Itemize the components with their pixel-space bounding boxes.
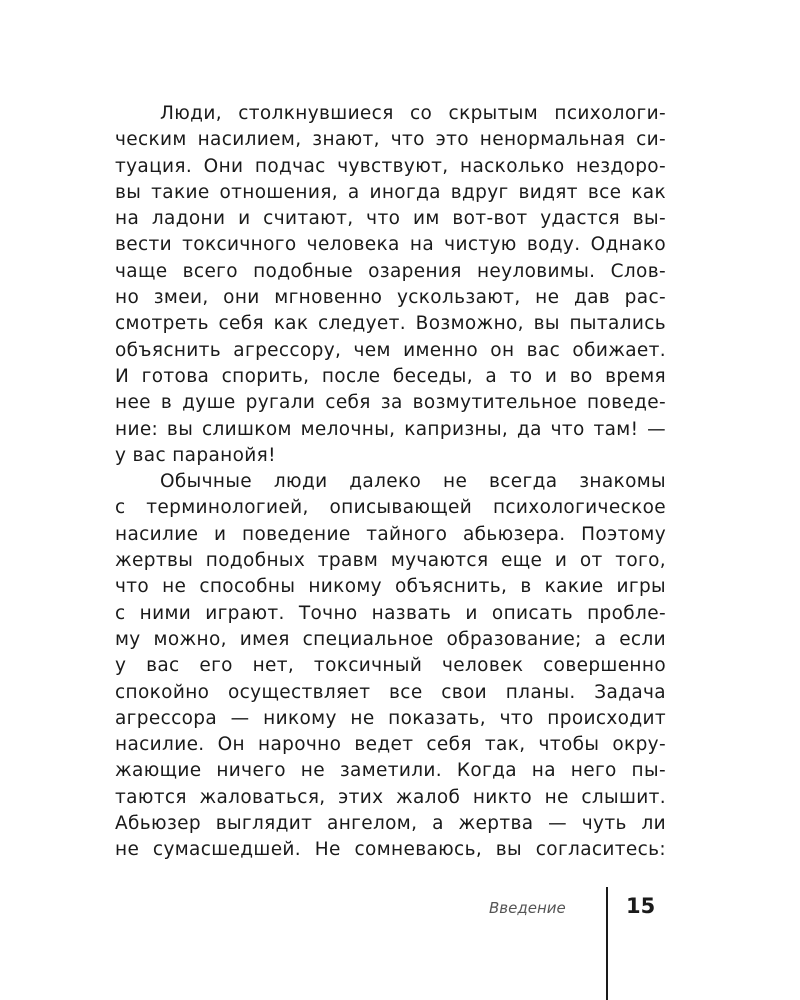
text-line: жертвы подобных травм мучаются еще и от того, <box>115 550 666 572</box>
paragraph <box>115 469 666 863</box>
text-line: И готова спорить, после беседы, а то и во время <box>115 365 666 387</box>
text-line: у вас его нет, токсичный человек совершенно <box>115 655 666 677</box>
text-line: не сумасшедшей. Не сомневаюсь, вы согласитесь: <box>115 839 666 861</box>
text-line: спокойно осуществляет все свои планы. Задача <box>115 681 666 703</box>
text-line: с ними играют. Точно назвать и описать пробле- <box>115 602 666 624</box>
footer-vertical-rule <box>606 887 608 1000</box>
text-line: Люди, столкнувшиеся со скрытым психологи- <box>160 103 666 124</box>
text-line: что не способны никому объяснить, в какие игры <box>115 576 666 598</box>
body-text <box>115 101 666 864</box>
text-line: но змеи, они мгновенно ускользают, не дав рас- <box>115 287 666 309</box>
text-line: ние: вы слишком мелочны, капризны, да что там! — <box>115 418 666 440</box>
text-line: агрессора — никому не показать, что происходит <box>115 707 666 729</box>
paragraph <box>115 101 666 469</box>
text-line: вести токсичного человека на чистую воду. Однако <box>115 234 666 256</box>
text-line: с терминологией, описывающей психологическое <box>115 497 666 519</box>
text-line: Обычные люди далеко не всегда знакомы <box>160 471 666 493</box>
text-line: нее в душе ругали себя за возмутительное поведе- <box>115 392 666 414</box>
page-number: 15 <box>626 894 656 918</box>
text-line: жающие ничего не заметили. Когда на него пы- <box>115 760 666 782</box>
text-line: таются жаловаться, этих жалоб никто не слышит. <box>115 786 666 808</box>
text-line: Абьюзер выглядит ангелом, а жертва — чуть ли <box>115 813 666 835</box>
text-line: насилие и поведение тайного абьюзера. Поэтому <box>115 523 666 545</box>
text-line: вы такие отношения, а иногда вдруг видят все как <box>115 181 666 203</box>
text-line: насилие. Он нарочно ведет себя так, чтобы окру- <box>115 734 666 756</box>
text-line: смотреть себя как следует. Возможно, вы пытались <box>115 313 666 335</box>
text-line: туация. Они подчас чувствуют, насколько нездоро- <box>115 155 666 177</box>
text-line: у вас паранойя! <box>115 444 276 466</box>
text-line: ческим насилием, знают, что это ненормальная си- <box>115 129 666 151</box>
text-line: чаще всего подобные озарения неуловимы. Слов- <box>115 260 666 282</box>
running-footer-title: Введение <box>489 899 566 917</box>
text-line: на ладони и считают, что им вот-вот удастся вы- <box>115 208 666 230</box>
text-line: му можно, имея специальное образование; а если <box>115 628 666 650</box>
text-line: объяснить агрессору, чем именно он вас обижает. <box>115 339 666 361</box>
